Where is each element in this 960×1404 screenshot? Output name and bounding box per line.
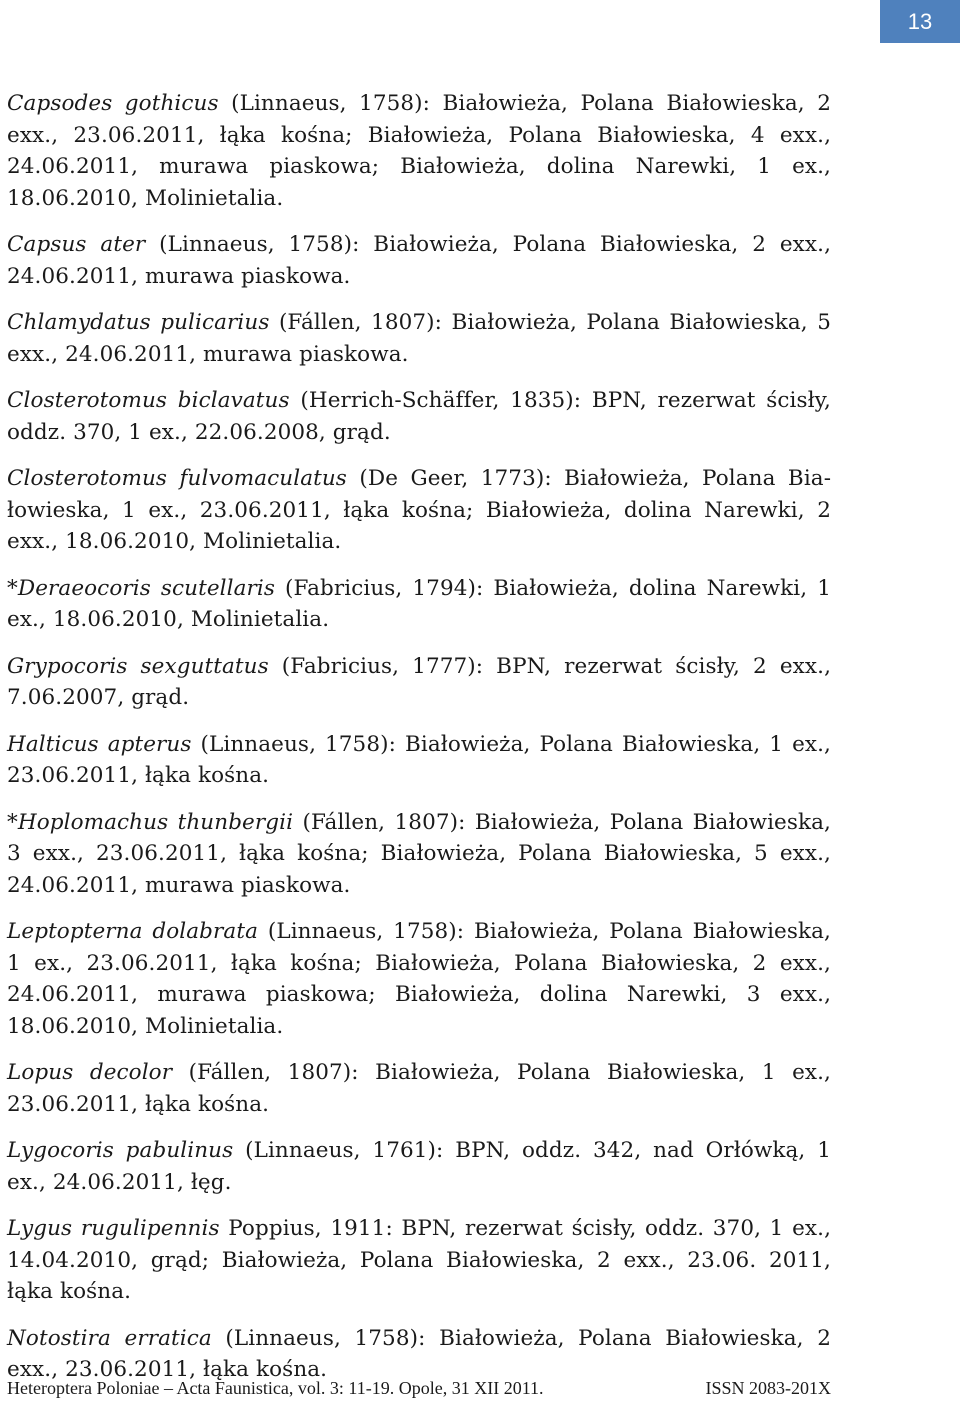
- species-entry: [7, 729, 831, 792]
- species-entry: [7, 916, 831, 1042]
- species-entry: [7, 1057, 831, 1120]
- species-name: Capsus ater: [7, 232, 146, 257]
- species-list: [7, 88, 831, 1401]
- species-entry: [7, 385, 831, 448]
- species-name: Deraeocoris scutellaris: [17, 575, 276, 601]
- entry-text: (Linnaeus, 1758): Białowieża, Polana Białowieska, 1 ex., 23.06.2011, łąka kośna; Białowieża, Polana Białowieska, 2 exx., 24.06.2011, murawa piaskowa; Białowieża, dolina Narewki, 3 exx., 18.06.2010, Molinietalia.: [7, 919, 831, 1039]
- entry-text: (Linnaeus, 1758): Białowieża, Polana Białowieska, 2 exx., 23.06.2011, łąka kośna; Białowieża, Polana Białowieska, 4 exx., 24.06.2011, murawa piaskowa; Białowieża, dolina Narewki, 1 ex., 18.06.2010, Molinietalia.: [7, 91, 832, 211]
- species-name: Lygus rugulipennis: [7, 1216, 220, 1241]
- entry-prefix: *: [7, 809, 18, 835]
- species-name: Closterotomus biclavatus: [7, 388, 290, 413]
- species-name: Capsodes gothicus: [7, 91, 219, 116]
- species-entry: [7, 1213, 831, 1308]
- species-name: Halticus apterus: [7, 731, 192, 757]
- entry-text: (Linnaeus, 1758): Białowieża, Polana Białowieska, 2 exx., 23.06.2011, łąka kośna.: [7, 1325, 832, 1382]
- entry-text: Poppius, 1911: BPN, rezerwat ścisły, oddz. 370, 1 ex., 14.04.2010, grąd; Białowieża, Polana Białowieska, 2 exx., 23.06. 2011, łąka kośna.: [7, 1216, 831, 1304]
- entry-text: (Herrich-Schäffer, 1835): BPN, rezerwat ścisły, oddz. 370, 1 ex., 22.06.2008, grąd.: [7, 388, 831, 445]
- species-entry: [7, 307, 831, 370]
- entry-text: (Fállen, 1807): Białowieża, Polana Białowieska, 1 ex., 23.06.2011, łąka kośna.: [7, 1060, 831, 1117]
- entry-text: (Linnaeus, 1758): Białowieża, Polana Białowieska, 1 ex., 23.06.2011, łąka kośna.: [7, 731, 831, 788]
- species-entry: [7, 463, 831, 558]
- species-entry: [7, 573, 831, 636]
- species-name: Hoplomachus thunbergii: [17, 809, 294, 835]
- species-name: Lygocoris pabulinus: [7, 1138, 234, 1163]
- entry-text: (Linnaeus, 1761): BPN, oddz. 342, nad Orłówką, 1 ex., 24.06.2011, łęg.: [7, 1138, 831, 1195]
- species-entry: [7, 807, 831, 902]
- issn-label: ISSN 2083-201X: [705, 1378, 831, 1398]
- species-name: Chlamydatus pulicarius: [7, 310, 270, 335]
- species-entry: [7, 651, 831, 714]
- entry-text: (Fabricius, 1794): Białowieża, dolina Narewki, 1 ex., 18.06.2010, Molinietalia.: [7, 575, 832, 632]
- species-entry: [7, 88, 831, 214]
- entry-text: (Fállen, 1807): Białowieża, Polana Białowieska, 5 exx., 24.06.2011, murawa piaskowa.: [7, 310, 831, 367]
- entry-text: (Linnaeus, 1758): Białowieża, Polana Białowieska, 2 exx., 24.06.2011, murawa piaskowa.: [7, 232, 832, 289]
- entry-text: (Fállen, 1807): Białowieża, Polana Białowieska, 3 exx., 23.06.2011, łąka kośna; Białowieża, Polana Białowieska, 5 exx., 24.06.2011, murawa piaskowa.: [7, 809, 831, 898]
- species-name: Lopus decolor: [7, 1060, 173, 1085]
- entry-prefix: *: [7, 575, 18, 601]
- page-footer: [7, 1378, 831, 1399]
- page-number-badge: 13: [880, 0, 960, 43]
- journal-citation: Heteroptera Poloniae – Acta Faunistica, vol. 3: 11-19. Opole, 31 XII 2011.: [7, 1378, 544, 1398]
- species-name: Grypocoris sexguttatus: [7, 653, 269, 679]
- species-name: Closterotomus fulvomaculatus: [7, 466, 347, 491]
- species-entry: [7, 229, 831, 292]
- species-name: Leptopterna dolabrata: [7, 919, 258, 944]
- entry-text: (Fabricius, 1777): BPN, rezerwat ścisły, 2 exx., 7.06.2007, grąd.: [7, 653, 832, 710]
- species-name: Notostira erratica: [7, 1325, 212, 1351]
- species-entry: [7, 1135, 831, 1198]
- species-entry: [7, 1323, 831, 1386]
- entry-text: (De Geer, 1773): Białowieża, Polana Białowieska, 1 ex., 23.06.2011, łąka kośna; Białowieża, dolina Narewki, 2 exx., 18.06.2010, Molinietalia.: [7, 466, 831, 554]
